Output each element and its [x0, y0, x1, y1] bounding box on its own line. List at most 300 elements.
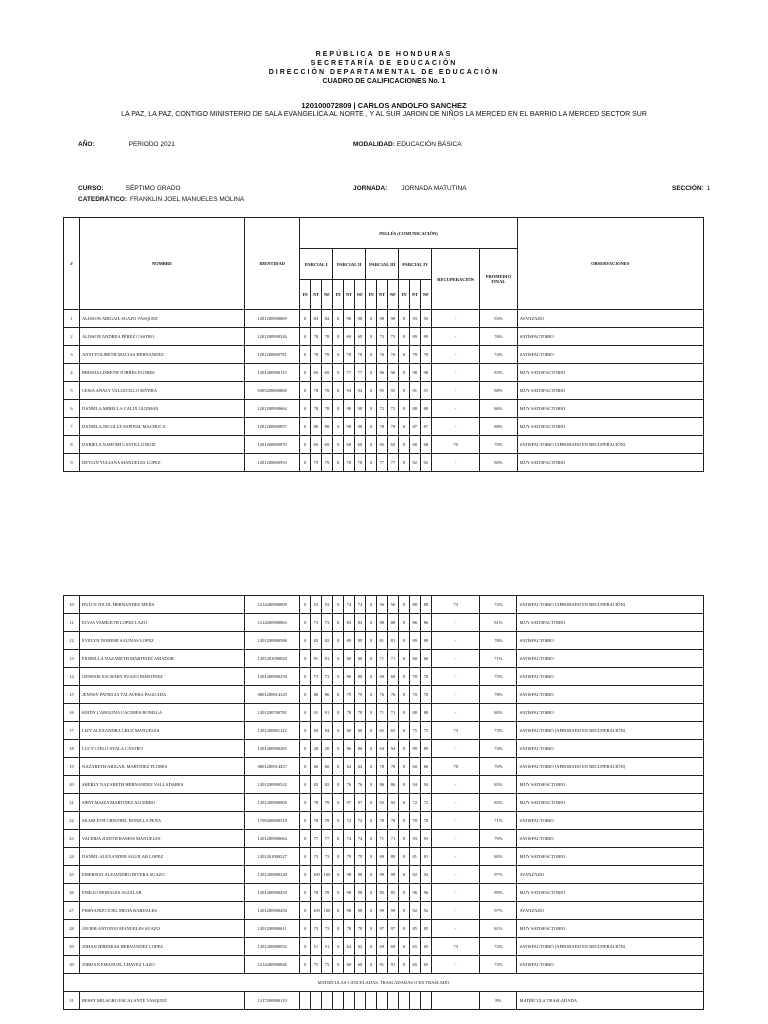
grade-cell: 0	[333, 830, 344, 848]
recuperacion-cell: 73	[432, 938, 480, 956]
grade-cell: 0	[366, 650, 377, 668]
student-name: JORDAN EMANUEL CHAVEZ LAZO	[79, 956, 244, 974]
grade-cell: 71	[376, 830, 387, 848]
grade-cell: 78	[354, 454, 366, 472]
observacion-cell: SATISFACTORIO	[517, 650, 704, 668]
table-row	[64, 848, 704, 866]
grade-cell: 97	[344, 794, 355, 812]
row-number: 20	[64, 776, 80, 794]
grade-cell: 0	[399, 596, 410, 614]
grade-cell: 0	[366, 722, 377, 740]
catedratico-value: FRANKLIN JOEL MANUELES MOLINA	[130, 196, 245, 203]
grade-cell: 79	[354, 686, 366, 704]
student-name: KEIDY CAROLINA CACERES BONILLA	[79, 704, 244, 722]
row-number: 10	[64, 596, 80, 614]
student-id: 1201200900009	[244, 310, 299, 328]
grade-cell: 0	[399, 400, 410, 418]
observacion-cell: SATISFACTORIO	[517, 668, 704, 686]
grade-cell: 73	[311, 668, 322, 686]
recuperacion-cell: -	[432, 310, 480, 328]
grade-cell: 88	[409, 704, 420, 722]
grade-cell: 73	[387, 328, 399, 346]
grade-cell: 0	[300, 364, 311, 382]
grade-cell: 60	[420, 650, 432, 668]
recuperacion-cell: -	[432, 614, 480, 632]
seccion-label: SECCIÓN:	[672, 185, 704, 192]
grade-cell: 20	[311, 740, 322, 758]
recuperacion-cell: -	[432, 830, 480, 848]
grade-cell: 95	[376, 382, 387, 400]
grade-cell: 73	[321, 668, 333, 686]
student-id: 1709200600518	[245, 812, 300, 830]
grade-cell: 0	[399, 956, 410, 974]
grade-cell-empty	[344, 992, 355, 1010]
grade-cell: 0	[300, 614, 311, 632]
recuperacion-cell: -	[432, 920, 480, 938]
grade-cell: 0	[333, 776, 344, 794]
grade-cell: 69	[321, 364, 333, 382]
recuperacion-cell: -	[432, 454, 480, 472]
grade-cell: 76	[344, 776, 355, 794]
grade-cell: 0	[399, 776, 410, 794]
grade-cell: 0	[366, 328, 377, 346]
grade-cell: 68	[420, 436, 432, 454]
row-number: 1	[64, 310, 80, 328]
grade-cell: 0	[333, 722, 344, 740]
promedio-cell: 74%	[480, 740, 517, 758]
recuperacion-cell: -	[432, 668, 480, 686]
table-row	[64, 382, 704, 400]
grade-cell: 86	[409, 614, 420, 632]
observacion-cell: SATISFACTORIO	[517, 686, 704, 704]
grade-cell: 72	[344, 812, 355, 830]
observacion-cell: SATISFACTORIO	[517, 632, 704, 650]
student-name: GENESIS SACHARY SUAZO MARTINEZ	[79, 668, 244, 686]
grade-cell: 0	[366, 668, 377, 686]
grade-cell: 73	[311, 614, 322, 632]
grade-cell: 0	[399, 884, 410, 902]
grade-cell: 0	[399, 740, 410, 758]
student-name: EVELYN NOHEMI SALINAS LOPEZ	[79, 632, 244, 650]
grade-cell: 91	[387, 956, 399, 974]
header-secretaria: SECRETARÍA DE EDUCACIÓN	[310, 60, 458, 67]
grade-cell: 98	[376, 310, 387, 328]
table-row	[64, 614, 704, 632]
grade-cell: 88	[310, 418, 321, 436]
grade-cell: 72	[354, 812, 366, 830]
col-parcial-2: PARCIAL II	[333, 249, 366, 280]
grade-cell: 96	[409, 884, 420, 902]
student-id: 1201200800781	[244, 346, 299, 364]
grade-cell: 0	[333, 884, 344, 902]
recuperacion-cell-empty	[432, 992, 480, 1010]
recuperacion-cell: -	[432, 328, 480, 346]
student-name: VALERIA JUDITH RAMOS MANUELES	[79, 830, 244, 848]
student-id: 1201200900057	[244, 418, 299, 436]
grade-cell: 75	[321, 956, 333, 974]
grade-cell: 60	[409, 650, 420, 668]
grade-cell: 73	[321, 848, 333, 866]
grade-cell: 78	[321, 812, 333, 830]
grade-cell: 86	[354, 740, 366, 758]
grade-cell: 78	[420, 668, 432, 686]
table-row	[64, 686, 704, 704]
table-row	[64, 400, 704, 418]
promedio-cell: 89%	[480, 884, 517, 902]
student-name: JENNSY PATRICIA TALAVERA PAGUADA	[79, 686, 244, 704]
grade-cell: 0	[333, 668, 344, 686]
observacion-cell: MUY SATISFACTORIO	[517, 920, 704, 938]
grade-cell: 53	[311, 596, 322, 614]
grade-cell-empty	[366, 992, 377, 1010]
observacion-cell: MUY SATISFACTORIO	[517, 400, 703, 418]
grade-cell: 0	[333, 632, 344, 650]
grade-cell: 84	[321, 310, 333, 328]
promedio-cell: 73%	[480, 956, 517, 974]
table-row	[64, 704, 704, 722]
recuperacion-cell: -	[432, 686, 480, 704]
curso-label: CURSO:	[78, 185, 104, 192]
grade-cell: 0	[399, 686, 410, 704]
grade-cell: 72	[376, 400, 387, 418]
grade-cell: 78	[321, 382, 333, 400]
grade-cell: 91	[321, 650, 333, 668]
grade-cell: 0	[300, 956, 311, 974]
grade-cell: 93	[420, 310, 432, 328]
grade-cell: 60	[354, 436, 366, 454]
observacion-cell: SATISFACTORIO [APROBADO EN RECUPERACIÓN]	[517, 722, 704, 740]
grades-table	[63, 217, 704, 472]
grade-cell: 0	[300, 596, 311, 614]
grade-cell: 51	[321, 938, 333, 956]
grade-cell: 0	[333, 400, 344, 418]
student-id: 1201200900250	[245, 668, 300, 686]
seccion-row	[672, 185, 710, 192]
grade-cell: 78	[344, 704, 355, 722]
grade-cell: 78	[344, 920, 355, 938]
grade-cell: 89	[420, 740, 432, 758]
grade-cell: 98	[387, 310, 399, 328]
col-parcial-1: PARCIAL I	[300, 249, 333, 280]
grade-cell: 92	[409, 454, 420, 472]
observacion-cell: MUY SATISFACTORIO	[517, 794, 704, 812]
recuperacion-cell: -	[432, 740, 480, 758]
grade-cell: 0	[399, 812, 410, 830]
student-id: 1201200900664	[245, 830, 300, 848]
observacion-cell: SATISFACTORIO	[517, 956, 704, 974]
grade-cell: 69	[376, 668, 387, 686]
recuperacion-cell: -	[432, 418, 480, 436]
student-name: BRISSIA LISBETH TORRES FLORES	[79, 364, 244, 382]
grade-cell: 87	[420, 418, 432, 436]
grade-cell: 76	[354, 776, 366, 794]
grade-cell: 0	[333, 328, 344, 346]
grade-cell: 88	[420, 400, 432, 418]
grade-cell: 68	[409, 436, 420, 454]
table-row	[64, 992, 704, 1010]
student-id: 1217200800119	[245, 992, 300, 1010]
grade-cell: 0	[333, 866, 344, 884]
grade-cell: 0	[399, 848, 410, 866]
anio-row	[78, 141, 175, 148]
grade-cell: 0	[333, 650, 344, 668]
grade-cell: 98	[354, 866, 366, 884]
grade-cell: 86	[376, 776, 387, 794]
grade-cell: 0	[300, 310, 311, 328]
student-id: 1201201000820	[245, 650, 300, 668]
grade-cell: 78	[354, 704, 366, 722]
grade-cell: 98	[354, 884, 366, 902]
grade-cell: 0	[399, 704, 410, 722]
grade-cell: 65	[376, 722, 387, 740]
jornada-value: JORNADA MATUTINA	[401, 185, 467, 192]
jornada-label: JORNADA:	[353, 185, 388, 192]
grade-cell: 85	[376, 884, 387, 902]
grade-cell: 0	[300, 686, 311, 704]
promedio-cell: 70%	[480, 436, 517, 454]
table-row	[64, 364, 704, 382]
col-sub-nt-2: NT	[343, 280, 354, 310]
grade-cell: 0	[366, 704, 377, 722]
header-republica: REPÚBLICA DE HONDURAS	[315, 51, 453, 58]
grade-cell: 93	[420, 830, 432, 848]
grade-cell: 0	[333, 614, 344, 632]
header-cuadro: CUADRO DE CALIFICACIONES No. 1	[322, 78, 446, 85]
grade-cell: 0	[300, 436, 311, 454]
grade-cell: 72	[387, 400, 399, 418]
row-number: 2	[64, 328, 80, 346]
grade-cell: 75	[420, 722, 432, 740]
grade-cell: 0	[333, 704, 344, 722]
catedratico-label: CATEDRÁTICO:	[78, 196, 127, 203]
seccion-value: 1	[706, 185, 711, 192]
grade-cell: 89	[409, 328, 420, 346]
col-sub-nf-4: NF	[420, 280, 432, 310]
promedio-cell: 71%	[480, 812, 517, 830]
table-row	[64, 884, 704, 902]
grade-cell: 88	[387, 614, 399, 632]
table-row	[64, 902, 704, 920]
table-row	[64, 436, 704, 454]
student-id: 1201200900522	[245, 776, 300, 794]
table-row	[64, 920, 704, 938]
grade-cell: 69	[376, 938, 387, 956]
grade-cell: 79	[344, 848, 355, 866]
grade-cell: 78	[321, 346, 333, 364]
grade-cell: 69	[310, 436, 321, 454]
grade-cell: 0	[399, 328, 410, 346]
grade-cell: 0	[366, 866, 377, 884]
table-row	[64, 346, 704, 364]
grade-cell: 76	[376, 346, 387, 364]
grade-cell: 78	[420, 346, 432, 364]
grades-table-continued	[63, 595, 704, 1010]
row-number: 9	[64, 454, 80, 472]
grade-cell: 98	[409, 364, 420, 382]
promedio-cell: 93%	[480, 310, 517, 328]
table-row	[64, 596, 704, 614]
student-id: 1201201000327	[245, 848, 300, 866]
student-name: NAZARETH ABIGAIL MARTINEZ FLORES	[79, 758, 244, 776]
grade-cell-empty	[420, 992, 432, 1010]
promedio-cell: 88%	[480, 418, 517, 436]
student-id: 1201200900435	[245, 884, 300, 902]
student-name: ELVIA YAMILETH LOPEZ LAZO	[79, 614, 244, 632]
grade-cell: 0	[333, 454, 344, 472]
grade-cell: 84	[321, 722, 333, 740]
catedratico-row	[78, 196, 244, 203]
table-row	[64, 758, 704, 776]
promedio-cell: 97%	[480, 902, 517, 920]
grade-cell: 71	[376, 650, 387, 668]
grade-cell: 87	[409, 418, 420, 436]
grade-cell: 71	[376, 704, 387, 722]
observacion-cell: SATISFACTORIO [APROBADO EN RECUPERACIÓN]	[517, 938, 704, 956]
grade-cell: 77	[376, 454, 387, 472]
recuperacion-cell: -	[432, 956, 480, 974]
col-sub-nf-2: NF	[354, 280, 366, 310]
grade-cell: 74	[354, 830, 366, 848]
grade-cell: 0	[300, 920, 311, 938]
student-name: SKARLETH CRISTBEL BONILLA PEÑA	[79, 812, 244, 830]
grade-cell: 65	[387, 722, 399, 740]
promedio-cell: 80%	[480, 454, 517, 472]
grade-cell: 0	[333, 758, 344, 776]
student-id: 1201200800933	[244, 454, 299, 472]
grade-cell: 91	[376, 956, 387, 974]
grade-cell: 70	[409, 686, 420, 704]
row-number: 15	[64, 686, 80, 704]
grade-cell: 74	[354, 596, 366, 614]
row-number: 21	[64, 794, 80, 812]
student-name: JAVIER ANTONIO MANUELES SUAZO	[79, 920, 244, 938]
grade-cell: 60	[354, 722, 366, 740]
observacion-cell: AVANZADO	[517, 866, 704, 884]
grade-cell: 96	[420, 884, 432, 902]
observacion-cell: AVANZADO	[517, 310, 703, 328]
student-name: DANIEL ALEXANDER AGUILAR LOPEZ	[79, 848, 244, 866]
grade-cell: 94	[409, 776, 420, 794]
student-name: ALISSON ANDREA PÉREZ CASTRO	[79, 328, 244, 346]
grade-cell-empty	[300, 992, 311, 1010]
grade-cell: 0	[300, 346, 311, 364]
grade-cell: 0	[300, 812, 311, 830]
table-row	[64, 830, 704, 848]
grade-cell: 0	[300, 650, 311, 668]
student-id: 1201200900265	[245, 740, 300, 758]
grade-cell: 56	[387, 596, 399, 614]
grade-cell: 78	[376, 812, 387, 830]
grade-cell: 75	[311, 956, 322, 974]
grade-cell: 62	[354, 758, 366, 776]
table-row	[64, 650, 704, 668]
grade-cell: 86	[387, 776, 399, 794]
anio-label: AÑO:	[78, 141, 95, 148]
grade-cell: 0	[300, 632, 311, 650]
grade-cell: 77	[354, 364, 366, 382]
grade-cell: 82	[321, 632, 333, 650]
student-id: 1214200900809	[245, 596, 300, 614]
student-name: DARIELA NAHOMI CASTILLO RUIZ	[79, 436, 244, 454]
grade-cell: 71	[387, 650, 399, 668]
promedio-cell: 81%	[480, 920, 517, 938]
observacion-cell: SATISFACTORIO	[517, 812, 704, 830]
col-sub-nt-1: NT	[310, 280, 321, 310]
grade-cell: 60	[354, 956, 366, 974]
grade-cell: 0	[300, 884, 311, 902]
grade-cell: 89	[420, 632, 432, 650]
grade-cell: 71	[387, 830, 399, 848]
grade-cell: 94	[420, 776, 432, 794]
grade-cell: 0	[366, 794, 377, 812]
student-id: 1214200900863	[245, 614, 300, 632]
grade-cell: 0	[333, 686, 344, 704]
grade-cell: 0	[333, 364, 344, 382]
student-id: 1201200900450	[245, 902, 300, 920]
observacion-cell: MUY SATISFACTORIO	[517, 848, 704, 866]
grade-cell: 0	[399, 650, 410, 668]
grade-cell: 89	[387, 848, 399, 866]
grade-cell: 81	[420, 848, 432, 866]
grade-cell: 81	[409, 848, 420, 866]
row-number: 13	[64, 650, 80, 668]
grade-cell: 100	[311, 866, 322, 884]
grade-cell: 91	[311, 650, 322, 668]
grade-cell: 92	[387, 794, 399, 812]
cancelled-section-row	[64, 974, 704, 992]
grade-cell: 0	[366, 740, 377, 758]
grade-cell: 0	[399, 310, 410, 328]
grade-cell: 78	[376, 758, 387, 776]
observacion-cell: SATISFACTORIO	[517, 346, 703, 364]
grade-cell: 98	[420, 364, 432, 382]
grade-cell: 0	[333, 938, 344, 956]
grade-cell: 78	[343, 346, 354, 364]
grade-cell: 60	[344, 956, 355, 974]
observacion-cell: SATISFACTORIO	[517, 740, 704, 758]
grade-cell: 99	[387, 866, 399, 884]
jornada-row	[353, 185, 467, 192]
grade-cell: 78	[321, 884, 333, 902]
grade-cell: 69	[387, 938, 399, 956]
grade-cell: 99	[387, 902, 399, 920]
grade-cell-empty	[409, 992, 420, 1010]
student-name: FERNANDO JOEL MEJIA BARDALES	[79, 902, 244, 920]
student-id: 1201200700781	[245, 704, 300, 722]
grade-cell: 96	[387, 364, 399, 382]
student-id: 1201200900326	[244, 328, 299, 346]
grade-cell: 78	[376, 418, 387, 436]
grade-cell: 78	[311, 794, 322, 812]
grade-cell: 0	[399, 614, 410, 632]
grade-cell: 0	[366, 364, 377, 382]
grade-cell: 88	[420, 596, 432, 614]
grade-cell: 69	[343, 328, 354, 346]
grade-cell: 65	[420, 956, 432, 974]
col-identidad-header: IDENTIDAD	[244, 218, 299, 310]
grade-cell: 99	[376, 866, 387, 884]
recuperacion-cell: -	[432, 884, 480, 902]
grade-cell: 97	[354, 794, 366, 812]
recuperacion-cell: -	[432, 400, 480, 418]
grade-cell: 0	[300, 938, 311, 956]
col-subject-header: INGLÉS (COMUNICACIÓN)	[300, 218, 517, 249]
student-name: CESIA ANALY VALLECILLO RIVERA	[79, 382, 244, 400]
grade-cell: 0	[399, 830, 410, 848]
grade-cell: 98	[343, 418, 354, 436]
grade-cell: 53	[321, 596, 333, 614]
row-number: 25	[64, 866, 80, 884]
